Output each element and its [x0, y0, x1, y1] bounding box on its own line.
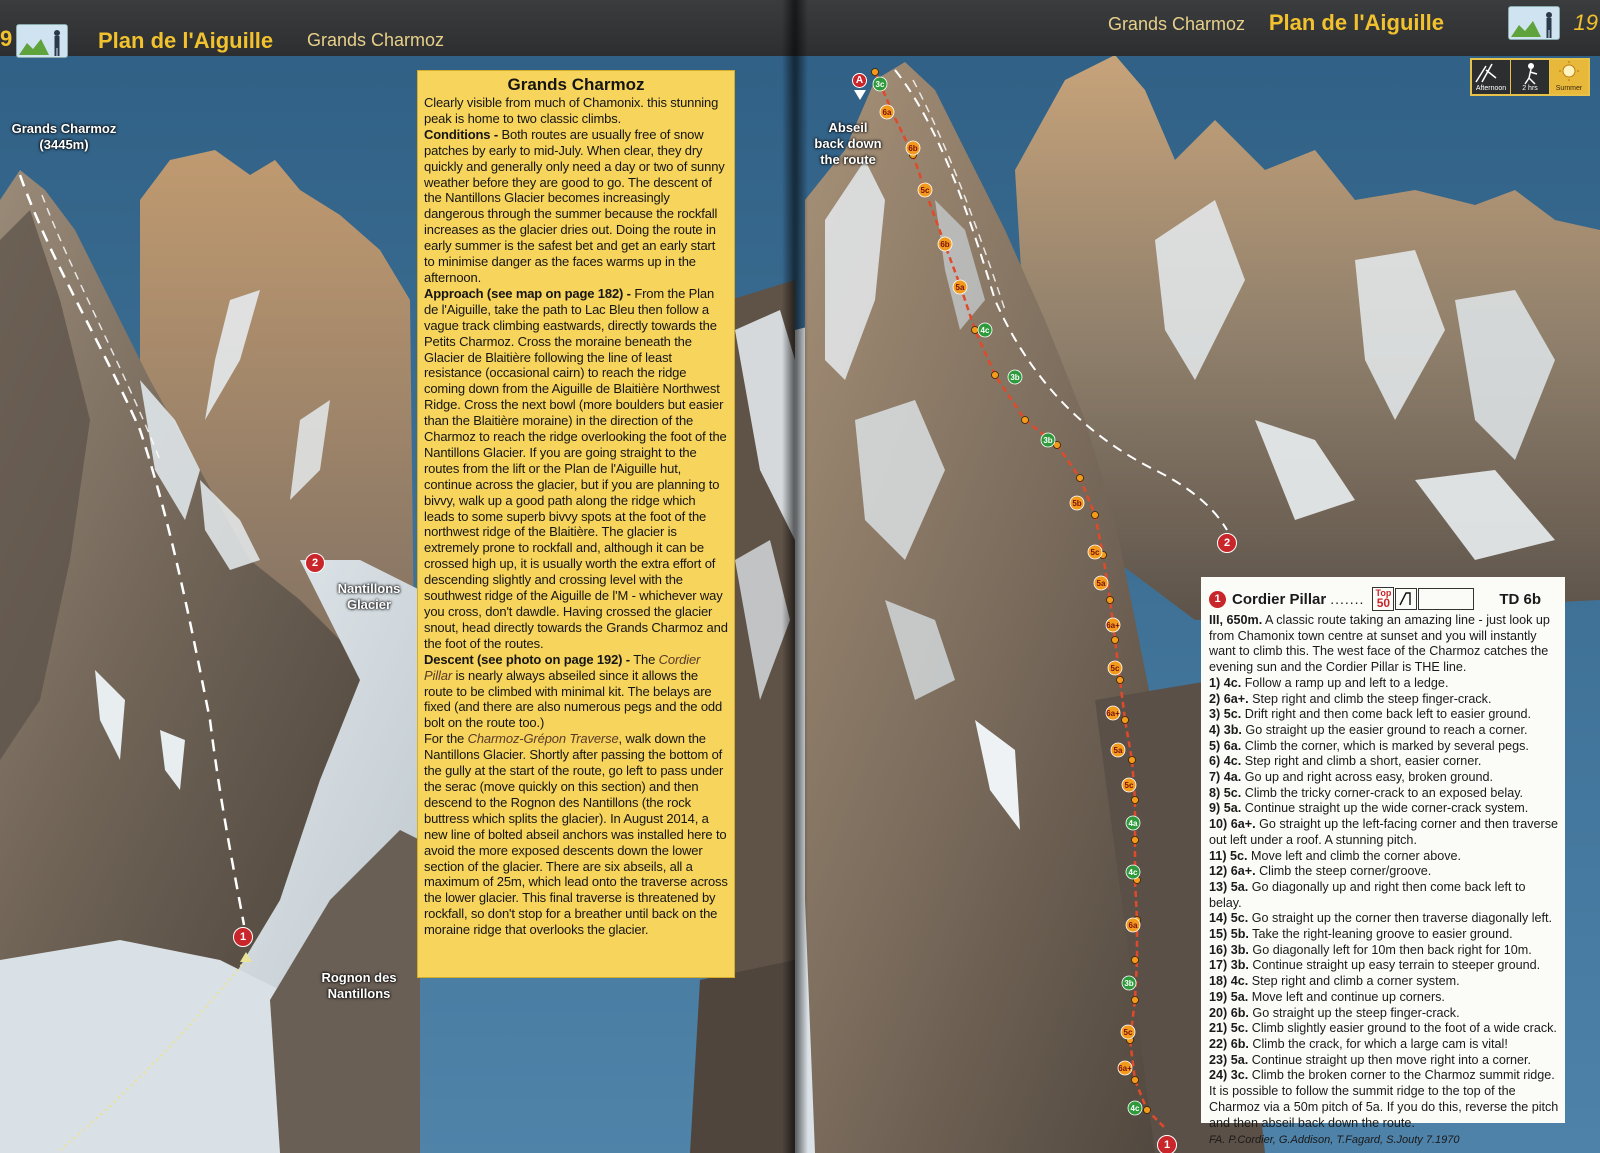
- pitch-grade-marker: [1121, 1025, 1135, 1039]
- pitch-item: 13) 5a. Go diagonally up and right then come back left to belay.: [1209, 879, 1526, 910]
- info-box-body: Clearly visible from much of Chamonix. this stunning peak is home to two classic climbs. Conditions - Both routes are usually free of snow patches by early to mid-July. When clear, they dry quickly and generally only need a day or two of sunny weather before they are good to go. The descent of the Nantillons Glacier becomes increasingly dangerous through the summer because the rockfall increases as the glacier dries out. Doing the route in early summer is the safest bet and get an early start to minimise danger as the faces warms up in the afternoon. Approach (see map on page 182) - From the Plan de l'Aiguille, take the path to Lac Bleu then follow a vague track climbing eastwards, directly towards the Petits Charmoz. Cross the moraine beneath the Glacier de Blaitière following the line of least resistance (occasional cairn) to reach the ridge coming down from the Aiguille de Blaitière Northwest Ridge. Cross the next bowl (more boulders but easier than the Blaitière moraine) in the direction of the Charmoz to reach the ridge overlooking the foot of the Nantillons Glacier. If you are going straight to the routes from the lift or the Plan de l'Aiguille hut, continue across the glacier, but if you are planning to bivvy, walk up a good path along the ridge which leads to some superb bivvy spots at the foot of the northwest ridge of the Blaitière. The glacier is extremely prone to rockfall and, although it can be crossed high up, it is usually worth the extra effort of descending slightly and crossing level with the southwest ridge of the Aiguille de l'M - whichever way you cross, don't dawdle. Having crossed the glacier snout, head directly towards the Grands Charmoz and the foot of the routes. Descent (see photo on page 192) - The Cordier Pillar is nearly always abseiled since it allows the route to be climbed with minimal kit. The belays are fixed (and there are also numerous pegs and the odd bolt on the route too.) For the Charmoz-Grépon Traverse, walk down the Nantillons Glacier. Shortly after passing the bottom of the gully at the start of the route, go left to pass under the serac (move quickly on this section) and then descend to the Rognon des Nantillons (the rock buttress which splits the glacier). In August 2014, a new line of bolted abseil anchors was installed here to avoid the more exposed descents down the lower section of the glacier. There are six abseils, all a maximum of 25m, which lead onto the traverse across the lower glacier. This final traverse is threatened by rockfall, so don't stop for a breather until back on the moraine ridge that overlooks the glacier.: [424, 95, 728, 938]
- pitch-item: 4) 3b. Go straight up the easier ground to reach a corner.: [1209, 722, 1528, 737]
- pitch-grade-marker: [1122, 976, 1136, 990]
- header-title: Plan de l'Aiguille: [1268, 10, 1444, 35]
- pitch-item: 19) 5a. Move left and continue up corners.: [1209, 989, 1445, 1004]
- route-marker-1: 1: [1157, 1135, 1177, 1153]
- pitch-grade-marker: [873, 77, 887, 91]
- pitch-grade-label: 3b: [1010, 373, 1020, 382]
- pitch-item: 5) 6a. Climb the corner, which is marked by several pegs.: [1209, 738, 1529, 753]
- pitch-item: 3) 5c. Drift right and then come back left to easier ground.: [1209, 707, 1532, 722]
- pitch-item: 23) 5a. Continue straight up then move right into a corner.: [1209, 1052, 1532, 1067]
- pitch-grade-marker: [1118, 1061, 1132, 1075]
- route-marker-2: 2: [305, 553, 325, 573]
- belay-dot: [1117, 677, 1124, 684]
- belay-dot: [1129, 757, 1136, 764]
- belay-dot: [1077, 475, 1084, 482]
- pitch-grade-label: 4a: [1128, 819, 1138, 828]
- pitch-grade-label: 3c: [875, 80, 885, 89]
- pitch-grade-label: 6a+: [1106, 709, 1120, 718]
- pitch-grade-label: 6a: [882, 108, 892, 117]
- pitch-grade-label: 5c: [1090, 548, 1100, 557]
- pitch-grade-marker: [1106, 618, 1120, 632]
- belay-dot: [1022, 417, 1029, 424]
- pitch-grade-label: 5a: [955, 283, 965, 292]
- pitch-list: [1209, 676, 1559, 1084]
- belay-dot: [1144, 1107, 1151, 1114]
- route-number: 1: [1209, 591, 1226, 608]
- rognon-label: Rognon des Nantillons: [321, 970, 397, 1001]
- pitch-grade-label: 3b: [1124, 979, 1134, 988]
- blank-badge: [1418, 588, 1474, 610]
- header-title: Plan de l'Aiguille: [98, 28, 274, 53]
- route-badges: [1372, 587, 1474, 611]
- pitch-grade-marker: [978, 323, 992, 337]
- route-header: [1209, 585, 1559, 613]
- belay-dot: [972, 327, 979, 334]
- pitch-item: 6) 4c. Step right and climb a short, easier corner.: [1209, 754, 1482, 769]
- pitch-grade-marker: [938, 237, 952, 251]
- pitch-grade-marker: [1126, 918, 1140, 932]
- info-box-title: Grands Charmoz: [507, 75, 645, 94]
- route-intro: III, 650m. A classic route taking an amazing line - just look up from Chamonix town centre at sunset and you will instantly want to climb this. The west face of the Charmoz catches the evening sun and the Cordier Pillar is THE line.: [1209, 613, 1550, 675]
- crack-style-icon: [1395, 588, 1417, 610]
- pitch-grade-marker: [906, 141, 920, 155]
- top50-badge: Top 50: [1372, 587, 1394, 611]
- pitch-grade-label: 6a+: [1118, 1064, 1132, 1073]
- pitch-grade-marker: [1008, 370, 1022, 384]
- pitch-item: 2) 6a+. Step right and climb the steep finger-crack.: [1209, 691, 1492, 706]
- info-box: [417, 70, 735, 978]
- pitch-item: 20) 6b. Go straight up the steep finger-crack.: [1209, 1005, 1460, 1020]
- pitch-item: 21) 5c. Climb slightly easier ground to the foot of a wide crack.: [1209, 1021, 1557, 1036]
- belay-dot: [1132, 797, 1139, 804]
- pitch-grade-marker: [1070, 496, 1084, 510]
- pitch-grade-label: 5b: [1072, 499, 1082, 508]
- belay-dot: [1132, 1077, 1139, 1084]
- pitch-grade-marker: [1126, 816, 1140, 830]
- pitch-grade-label: 5a: [1096, 579, 1106, 588]
- pitch-grade-label: 6a: [1128, 921, 1138, 930]
- belay-dot: [1132, 837, 1139, 844]
- pitch-grade-label: 6b: [908, 144, 918, 153]
- walker-landscape-icon: [16, 24, 68, 58]
- pitch-grade-marker: [953, 280, 967, 294]
- route-legend: [1470, 58, 1590, 96]
- route-marker-1: 1: [233, 927, 253, 947]
- pitch-item: 22) 6b. Climb the crack, for which a large cam is vital!: [1209, 1036, 1508, 1051]
- pitch-grade-label: 4c: [1130, 1104, 1140, 1113]
- belay-dot: [1112, 637, 1119, 644]
- pitch-grade-marker: [1106, 706, 1120, 720]
- pitch-item: 14) 5c. Go straight up the corner then traverse diagonally left.: [1209, 911, 1553, 926]
- pitch-grade-label: 5c: [1110, 664, 1120, 673]
- pitch-item: 17) 3b. Continue straight up easy terrain to steeper ground.: [1209, 958, 1541, 973]
- pitch-grade-label: 4c: [980, 326, 990, 335]
- abseil-label: Abseil back down the route: [814, 120, 882, 167]
- pitch-grade-marker: [1041, 433, 1055, 447]
- pitch-grade-label: 6b: [940, 240, 950, 249]
- pitch-item: 1) 4c. Follow a ramp up and left to a ledge.: [1209, 675, 1449, 690]
- belay-dot: [1092, 512, 1099, 519]
- route-footer: It is possible to follow the summit ridge to the top of the Charmoz via a 50m pitch of 5a. If you do this, reverse the pitch and then abseil back down the route.: [1209, 1084, 1559, 1130]
- pitch-item: 10) 6a+. Go straight up the left-facing corner and then traverse out left under a roof. A stunning pitch.: [1209, 817, 1558, 847]
- pitch-grade-label: 5c: [1124, 781, 1134, 790]
- pitch-item: 18) 4c. Step right and climb a corner system.: [1209, 974, 1460, 989]
- glacier-label: Nantillons Glacier: [337, 581, 401, 612]
- pitch-grade-label: 6a+: [1106, 621, 1120, 630]
- belay-dot: [1107, 597, 1114, 604]
- pitch-grade-marker: [880, 105, 894, 119]
- pitch-item: 16) 3b. Go diagonally left for 10m then back right for 10m.: [1209, 942, 1532, 957]
- pitch-item: 7) 4a. Go up and right across easy, broken ground.: [1209, 770, 1494, 785]
- approach-time-icon: 2 hrs: [1511, 60, 1550, 94]
- abseil-marker: A: [852, 73, 867, 88]
- pitch-grade-marker: [1088, 545, 1102, 559]
- belay-dot: [992, 372, 999, 379]
- book-gutter: [782, 0, 808, 1153]
- first-ascent: FA. P.Cordier, G.Addison, T.Fagard, S.Jouty 7.1970: [1209, 1134, 1460, 1147]
- peak-label: Grands Charmoz (3445m): [11, 121, 117, 152]
- pitch-item: 8) 5c. Climb the tricky corner-crack to an exposed belay.: [1209, 785, 1524, 800]
- belay-dot: [1122, 717, 1129, 724]
- route-grade: TD 6b: [1499, 590, 1541, 608]
- pitch-item: 15) 5b. Take the right-leaning groove to easier ground.: [1209, 927, 1513, 942]
- route-description: [1201, 577, 1565, 1147]
- pitch-item: 11) 5c. Move left and climb the corner above.: [1209, 848, 1462, 863]
- header-subtitle: Grands Charmoz: [307, 30, 445, 50]
- page-number: 9: [0, 26, 13, 51]
- pitch-grade-label: 4c: [1128, 868, 1138, 877]
- pitch-grade-marker: [1111, 743, 1125, 757]
- pitch-grade-marker: [918, 183, 932, 197]
- pitch-grade-label: 5a: [1113, 746, 1123, 755]
- pitch-grade-label: 3b: [1043, 436, 1053, 445]
- pitch-grade-marker: [1108, 661, 1122, 675]
- pitch-grade-label: 5c: [920, 186, 930, 195]
- pitch-item: 9) 5a. Continue straight up the wide corner-crack system.: [1209, 801, 1529, 816]
- pitch-grade-marker: [1094, 576, 1108, 590]
- belay-dot: [872, 69, 879, 76]
- route-dots: .......: [1330, 591, 1365, 607]
- belay-dot: [1132, 997, 1139, 1004]
- route-marker-2: 2: [1217, 533, 1237, 553]
- aspect-icon: Afternoon: [1472, 60, 1511, 94]
- pitch-grade-marker: [1122, 778, 1136, 792]
- header-subtitle: Grands Charmoz: [1107, 14, 1245, 34]
- pitch-grade-label: 5c: [1123, 1028, 1133, 1037]
- abseil-arrow-icon: [854, 90, 866, 100]
- pitch-grade-marker: [1128, 1101, 1142, 1115]
- right-page: [795, 0, 1600, 1153]
- pitch-item: 24) 3c. Climb the broken corner to the Charmoz summit ridge.: [1209, 1068, 1555, 1083]
- belay-dot: [1132, 957, 1139, 964]
- left-page: [0, 0, 795, 1153]
- route-name: Cordier Pillar: [1232, 590, 1327, 608]
- pitch-item: 12) 6a+. Climb the steep corner/groove.: [1209, 864, 1432, 879]
- pitch-grade-marker: [1126, 865, 1140, 879]
- sun-icon: Summer: [1550, 60, 1588, 94]
- page-header-left: [0, 0, 795, 56]
- page-number: 19: [1573, 10, 1598, 35]
